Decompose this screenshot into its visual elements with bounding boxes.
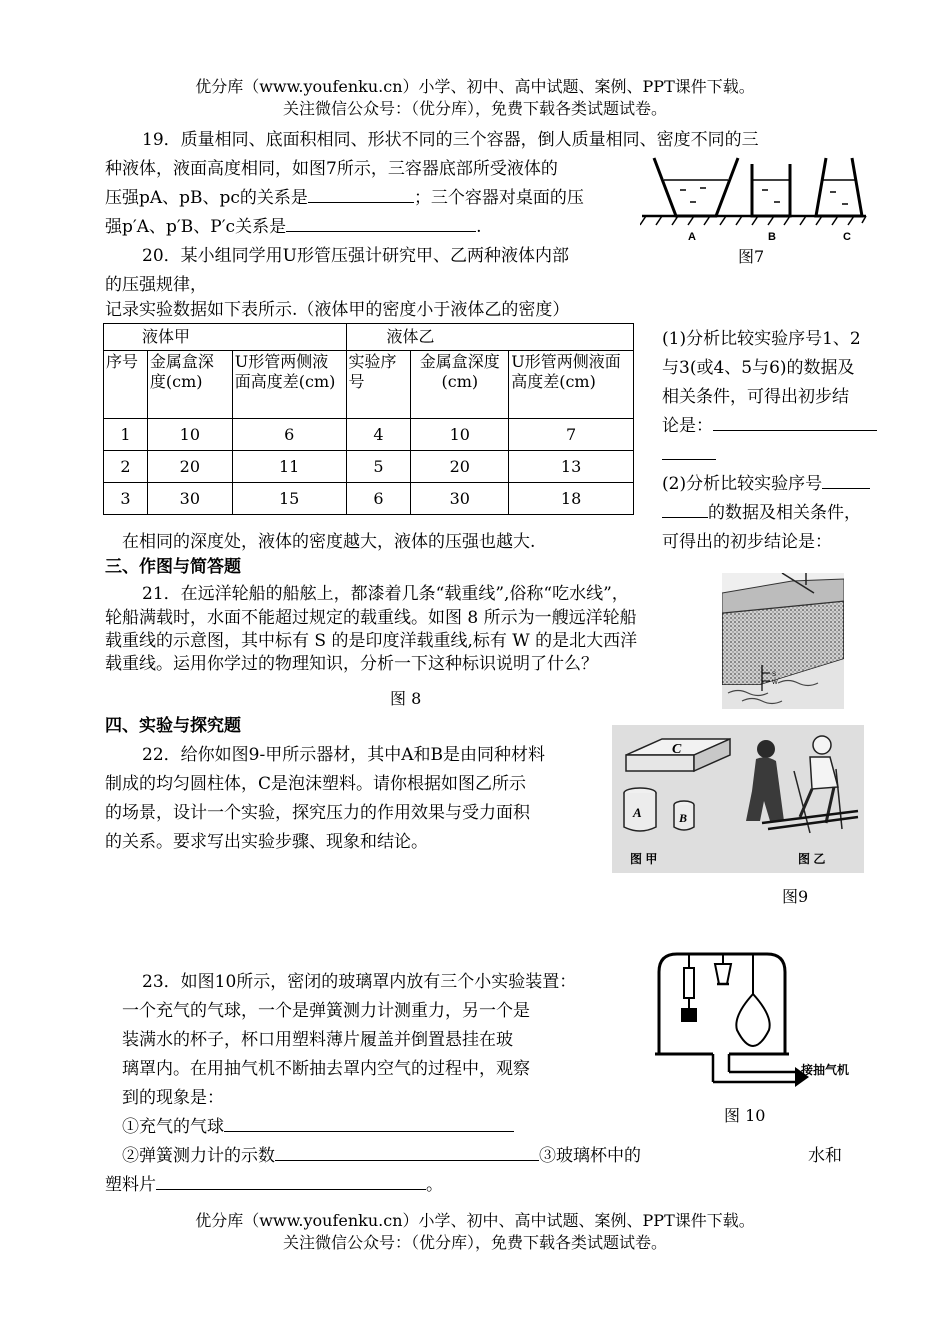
q22-line3: 的场景，设计一个实验，探究压力的作用效果与受力面积: [105, 803, 530, 823]
page-footer-line1: 优分库（www.youfenku.cn）小学、初中、高中试题、案例、PPT课件下载。: [195, 1211, 755, 1230]
q20-blank-1b[interactable]: [662, 441, 716, 460]
table-group-yi: 液体乙: [346, 324, 633, 351]
q23-line4: 璃罩内。在用抽气机不断抽去罩内空气的过程中，观察: [122, 1059, 530, 1079]
table-cell: 2: [104, 451, 148, 483]
q19-blank-2[interactable]: [286, 213, 476, 232]
figure-10-bell-jar: [655, 950, 865, 1102]
figure-9-apparatus: [612, 725, 864, 873]
table-group-jia: 液体甲: [104, 324, 347, 351]
fig9-label-b: B: [679, 811, 688, 825]
section-3-title: 三、作图与简答题: [105, 557, 241, 577]
q23-line3: 装满水的杯子，杯口用塑料薄片履盖并倒置悬挂在玻: [122, 1030, 513, 1050]
fig7-label-a: A: [688, 231, 696, 243]
q21-line3: 载重线的示意图，其中标有 S 的是印度洋载重线,标有 W 的是北大西洋: [105, 631, 638, 651]
table-cell: 20: [147, 451, 232, 483]
q21-line4: 载重线。运用你学过的物理知识，分析一下这种标识说明了什么？: [105, 654, 598, 674]
figure-7-caption: 图7: [738, 247, 765, 266]
q20-line1: 20．某小组同学用U形管压强计研究甲、乙两种液体内部: [142, 246, 569, 266]
svg-text:W: W: [772, 680, 778, 686]
q20-side1-line3: 相关条件，可得出初步结: [662, 387, 849, 407]
q20-blank-1[interactable]: [713, 412, 877, 431]
page-footer-line2: 关注微信公众号：（优分库），免费下载各类试题试卷。: [282, 1233, 667, 1252]
q20-side1-line2: 与3(或4、5与6)的数据及: [662, 358, 855, 378]
table-header: 实验序号: [346, 351, 411, 419]
figure-10-caption: 图 10: [724, 1106, 766, 1125]
table-cell: 4: [346, 419, 411, 451]
fig7-label-b: B: [768, 231, 776, 243]
table-cell: 20: [411, 451, 509, 483]
fig9-label-yi: 图 乙: [798, 852, 826, 866]
q19-line3: 压强pA、pB、pc的关系是 ；三个容器对桌面的压: [105, 184, 584, 212]
table-cell: 7: [509, 419, 634, 451]
table-cell: 1: [104, 419, 148, 451]
table-row: [104, 451, 634, 483]
table-cell: 18: [509, 483, 634, 515]
q21-line2: 轮船满载时，水面不能超过规定的载重线。如图 8 所示为一艘远洋轮船: [105, 608, 637, 628]
table-cell: 5: [346, 451, 411, 483]
table-cell: 30: [147, 483, 232, 515]
figure-8-caption: 图 8: [390, 689, 422, 708]
q23-item1: ①充气的气球: [122, 1113, 514, 1141]
table-row: [104, 483, 634, 515]
table-cell: 10: [147, 419, 232, 451]
q23-line1: 23．如图10所示，密闭的玻璃罩内放有三个小实验装置：: [142, 972, 577, 992]
table-row: [104, 419, 634, 451]
q20-side1-line1: (1)分析比较实验序号1、2: [662, 329, 861, 349]
fig9-label-a: A: [633, 805, 642, 820]
q23-blank-2[interactable]: [275, 1142, 539, 1161]
fig9-label-jia: 图 甲: [630, 852, 658, 866]
table-cell: 3: [104, 483, 148, 515]
table-cell: 10: [411, 419, 509, 451]
q23-line5: 到的现象是：: [122, 1088, 224, 1108]
section-4-title: 四、实验与探究题: [105, 716, 241, 736]
q23-blank-1[interactable]: [224, 1113, 514, 1132]
table-header: U形管两侧液面高度差(cm): [509, 351, 634, 419]
table-cell: 13: [509, 451, 634, 483]
q23-item3-line2: 塑料片 。: [105, 1171, 443, 1199]
table-cell: 15: [232, 483, 346, 515]
q21-line1: 21．在远洋轮船的船舷上，都漆着几条“载重线”,俗称“吃水线”，: [142, 584, 629, 604]
q20-side1-line4: 论是：: [662, 412, 877, 440]
q20-blank-2[interactable]: [822, 470, 870, 489]
fig10-label-pump: 接抽气机: [801, 1063, 850, 1077]
table-cell: 6: [232, 419, 346, 451]
q20-side2-line2: 的数据及相关条件，: [662, 499, 861, 527]
q23-line2: 一个充气的气球，一个是弹簧测力计测重力，另一个是: [122, 1001, 530, 1021]
q20-line2: 的压强规律，: [105, 275, 207, 295]
table-cell: 6: [346, 483, 411, 515]
table-cell: 11: [232, 451, 346, 483]
table-group-row: [104, 324, 634, 351]
table-header-row: [104, 351, 634, 419]
table-header: 金属盒深度(cm): [411, 351, 509, 419]
q23-item2: ②弹簧测力计的示数 ③玻璃杯中的: [122, 1142, 641, 1170]
fig9-label-c: C: [672, 742, 682, 757]
q19-line1: 19．质量相同、底面积相同、形状不同的三个容器，倒人质量相同、密度不同的三: [142, 130, 759, 150]
q20-answer-text: 在相同的深度处，液体的密度越大，液体的压强也越大.: [122, 532, 536, 552]
figure-8-ship: [722, 573, 844, 709]
figure-9-caption: 图9: [782, 887, 809, 906]
q23-item3-tail: 水和: [808, 1146, 842, 1166]
table-cell: 30: [411, 483, 509, 515]
page-header-line2: 关注微信公众号：（优分库），免费下载各类试题试卷。: [282, 99, 667, 118]
svg-text:S: S: [772, 672, 777, 678]
figure-7-containers: [640, 150, 870, 245]
table-header: 序号: [104, 351, 148, 419]
table-header: 金属盒深度(cm): [147, 351, 232, 419]
q22-line4: 的关系。要求写出实验步骤、现象和结论。: [105, 832, 428, 852]
table-header: U形管两侧液面高度差(cm): [232, 351, 346, 419]
page-header-line1: 优分库（www.youfenku.cn）小学、初中、高中试题、案例、PPT课件下载。: [195, 77, 755, 96]
q20-side2-line1: (2)分析比较实验序号: [662, 470, 870, 498]
q20-side1-line5: [662, 441, 716, 469]
q22-line1: 22．给你如图9-甲所示器材，其中A和B是由同种材料: [142, 745, 545, 765]
q20-data-table: [103, 323, 634, 515]
q23-blank-3[interactable]: [156, 1171, 426, 1190]
q19-blank-1[interactable]: [308, 184, 414, 203]
q22-line2: 制成的均匀圆柱体，C是泡沫塑料。请你根据如图乙所示: [105, 774, 527, 794]
q19-line2: 种液体，液面高度相同，如图7所示，三容器底部所受液体的: [105, 159, 558, 179]
q20-blank-2b[interactable]: [662, 499, 708, 518]
q20-line3: 记录实验数据如下表所示.（液体甲的密度小于液体乙的密度）: [105, 300, 570, 320]
q20-side2-line3: 可得出的初步结论是：: [662, 532, 832, 552]
q19-line4: 强p′A、p′B、P′c关系是 .: [105, 213, 481, 241]
fig7-label-c: C: [843, 231, 851, 243]
